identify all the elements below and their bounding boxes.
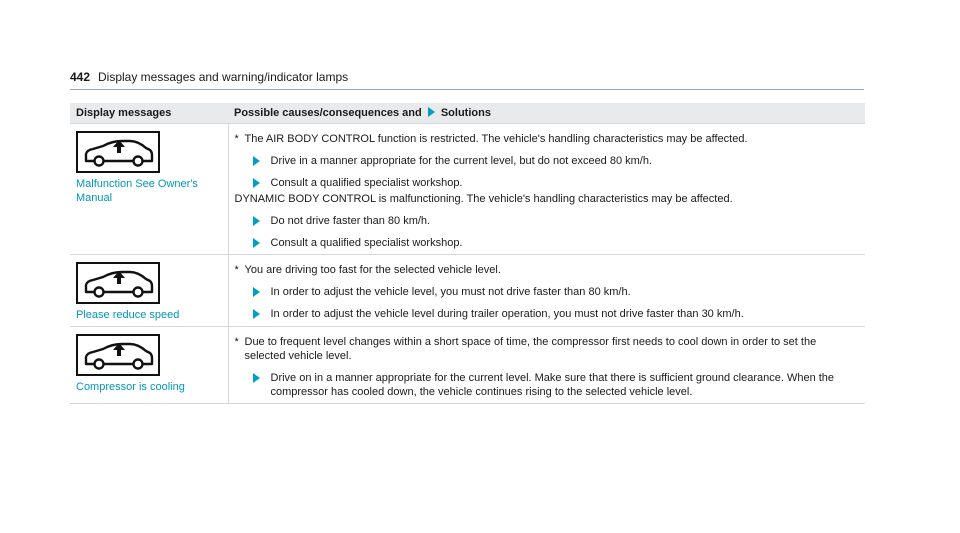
vehicle-level-raise-icon — [76, 131, 160, 173]
solution-text: Consult a qualified specialist workshop. — [270, 237, 463, 249]
play-arrow-icon — [253, 238, 260, 248]
page-number: 442 — [70, 70, 91, 84]
solution-step — [235, 307, 860, 321]
play-arrow-icon — [253, 287, 260, 297]
solution-text: Drive on in a manner appropriate for the current level. Make sure that there is sufficient ground clearance. When the compressor has cooled down, the vehicle continues rising to the selected vehicle level. — [270, 372, 835, 398]
cause-text: The AIR BODY CONTROL function is restricted. The vehicle's handling characteristics may be affected. — [244, 133, 748, 145]
solution-text: In order to adjust the vehicle level during trailer operation, you must not drive faster than 30 km/h. — [270, 308, 744, 320]
column-header-display-messages: Display messages — [70, 103, 228, 124]
solution-text: Drive in a manner appropriate for the current level, but do not exceed 80 km/h. — [270, 155, 653, 167]
table-row — [70, 327, 865, 404]
cause-text: You are driving too fast for the selected vehicle level. — [244, 264, 501, 276]
bullet-star: * — [234, 336, 239, 348]
solution-step — [235, 285, 860, 299]
causes-solutions-cell — [228, 327, 865, 404]
causes-solutions-cell — [228, 124, 865, 255]
solution-step — [235, 371, 860, 399]
play-arrow-icon — [253, 216, 260, 226]
play-arrow-icon — [253, 156, 260, 166]
column-header-causes-solutions — [228, 103, 865, 124]
play-arrow-icon — [253, 373, 260, 383]
display-message-text: Please reduce speed — [76, 309, 180, 321]
solution-step — [235, 154, 860, 168]
cause-text-2: DYNAMIC BODY CONTROL is malfunctioning. The vehicle's handling characteristics may be affected. — [234, 193, 733, 205]
play-arrow-icon — [253, 309, 260, 319]
solution-step — [235, 214, 860, 228]
solution-text: Do not drive faster than 80 km/h. — [270, 215, 431, 227]
page-header — [70, 70, 864, 90]
causes-solutions-cell — [228, 255, 865, 327]
header-causes-label: Possible causes/consequences and — [234, 107, 422, 119]
solution-text: Consult a qualified specialist workshop. — [270, 177, 463, 189]
display-messages-table — [70, 103, 865, 404]
table-header-row — [70, 103, 865, 124]
table-row — [70, 255, 865, 327]
play-arrow-icon — [253, 178, 260, 188]
vehicle-level-raise-icon — [76, 262, 160, 304]
cause-item — [235, 132, 860, 146]
header-solutions-label: Solutions — [440, 107, 491, 119]
message-cell — [70, 124, 228, 255]
solution-text: In order to adjust the vehicle level, you must not drive faster than 80 km/h. — [270, 286, 631, 298]
message-cell — [70, 327, 228, 404]
message-cell — [70, 255, 228, 327]
section-title: Display messages and warning/indicator lamps — [98, 70, 349, 84]
bullet-star: * — [234, 264, 239, 276]
solution-step — [235, 176, 860, 190]
table-row — [70, 124, 865, 255]
cause-text: Due to frequent level changes within a short space of time, the compressor first needs to cool down in order to set the selected vehicle level. — [244, 336, 817, 362]
solution-step — [235, 236, 860, 250]
cause-item — [235, 263, 860, 277]
display-message-text: Compressor is cooling — [76, 381, 185, 393]
cause-item — [235, 335, 860, 363]
play-arrow-icon — [428, 107, 435, 117]
display-message-text: Malfunction See Owner's Manual — [76, 178, 198, 204]
bullet-star: * — [234, 133, 239, 145]
vehicle-level-raise-icon — [76, 334, 160, 376]
